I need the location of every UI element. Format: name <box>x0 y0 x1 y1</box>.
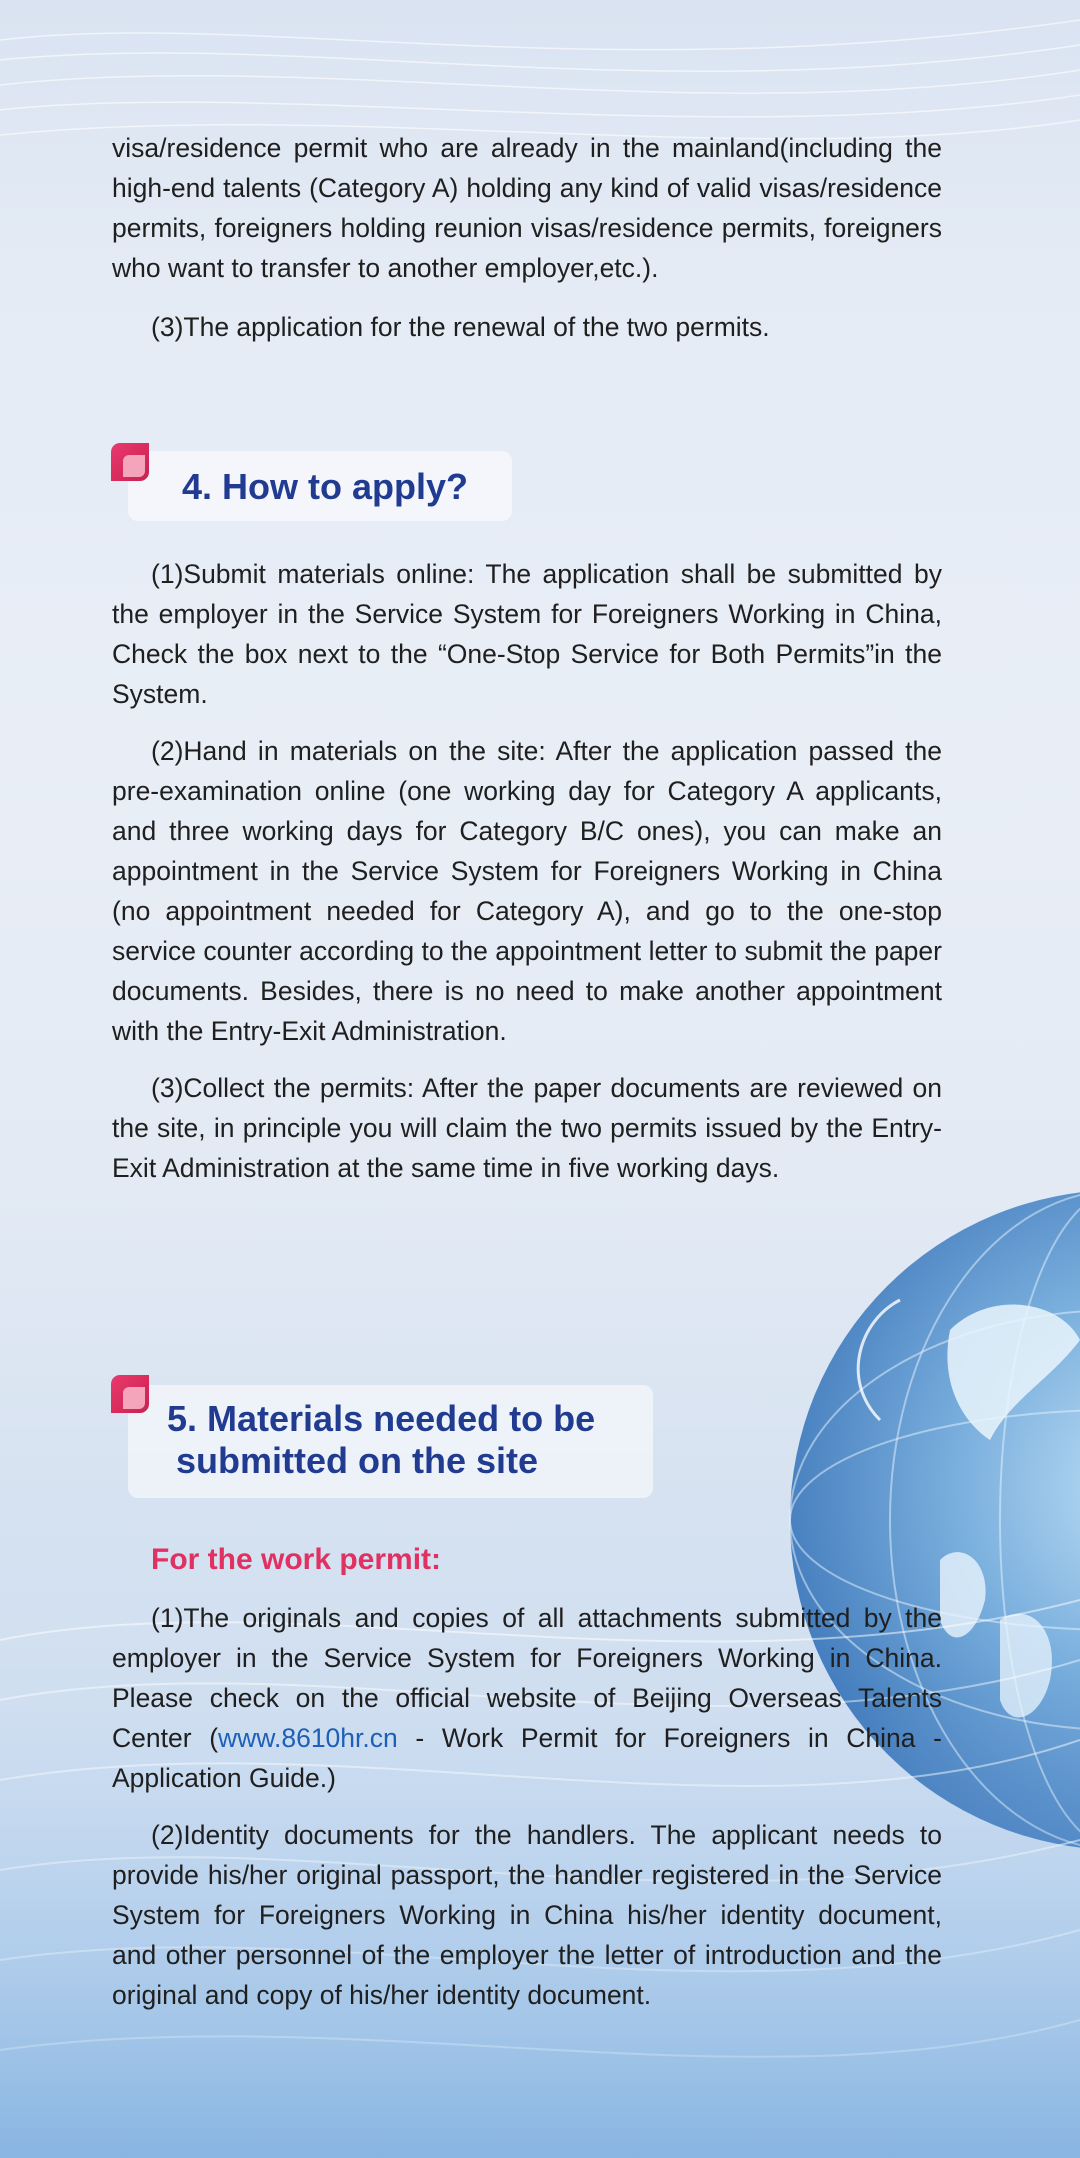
section-5-paragraph-1-text-b: - Work Permit for Foreigners in China - Application Guide.) <box>112 1723 942 1793</box>
intro-continued-paragraph: visa/residence permit who are already in the mainland(including the high-end talents (Category A) holding any kind of valid visas/residence permits, foreigners holding reunion visas/residence permits, foreigners who want to transfer to another employer,etc.). <box>112 133 942 283</box>
section-4-heading-accent-icon <box>111 443 149 481</box>
section-5-paragraph-1 <box>112 1598 942 1798</box>
section-4-paragraph-3: (3)Collect the permits: After the paper documents are reviewed on the site, in principle you will claim the two permits issued by the Entry-Exit Administration at the same time in five working days. <box>112 1073 942 1183</box>
intro-item-3: (3)The application for the renewal of the two permits. <box>151 312 770 342</box>
section-5-title-line-1: 5. Materials needed to be <box>167 1398 596 1439</box>
section-4-title: 4. How to apply? <box>182 466 469 507</box>
section-4-paragraph-1: (1)Submit materials online: The application shall be submitted by the employer in the Service System for Foreigners Working in China, Check the box next to the “One-Stop Service for Both Permits”in the System. <box>112 559 942 709</box>
section-5-paragraph-2: (2)Identity documents for the handlers. The applicant needs to provide his/her original passport, the handler registered in the Service System for Foreigners Working in China his/her identity document, and other personnel of the employer the letter of introduction and the original and copy of his/her identity document. <box>112 1820 942 2010</box>
section-5-paragraph-1-text-a: (1)The originals and copies of all attachments submitted by the employer in the Service System for Foreigners Working in China. Please check on the official website of Beijing Overseas Talents Center ( <box>112 1603 942 1753</box>
section-5-title-line-2: submitted on the site <box>176 1440 539 1481</box>
beijing-overseas-talents-link[interactable]: www.8610hr.cn <box>218 1723 398 1753</box>
section-4-paragraph-2: (2)Hand in materials on the site: After the application passed the pre-examination online (one working day for Category A applicants, and three working days for Category B/C ones), you can make an appointment in the Service System for Foreigners Working in China (no appointment needed for Category A), and go to the one-stop service counter according to the appointment letter to submit the paper documents. Besides, there is no need to make another appointment with the Entry-Exit Administration. <box>112 736 942 1046</box>
work-permit-subheading: For the work permit: <box>151 1543 442 1576</box>
section-5-heading-accent-icon <box>111 1375 149 1413</box>
